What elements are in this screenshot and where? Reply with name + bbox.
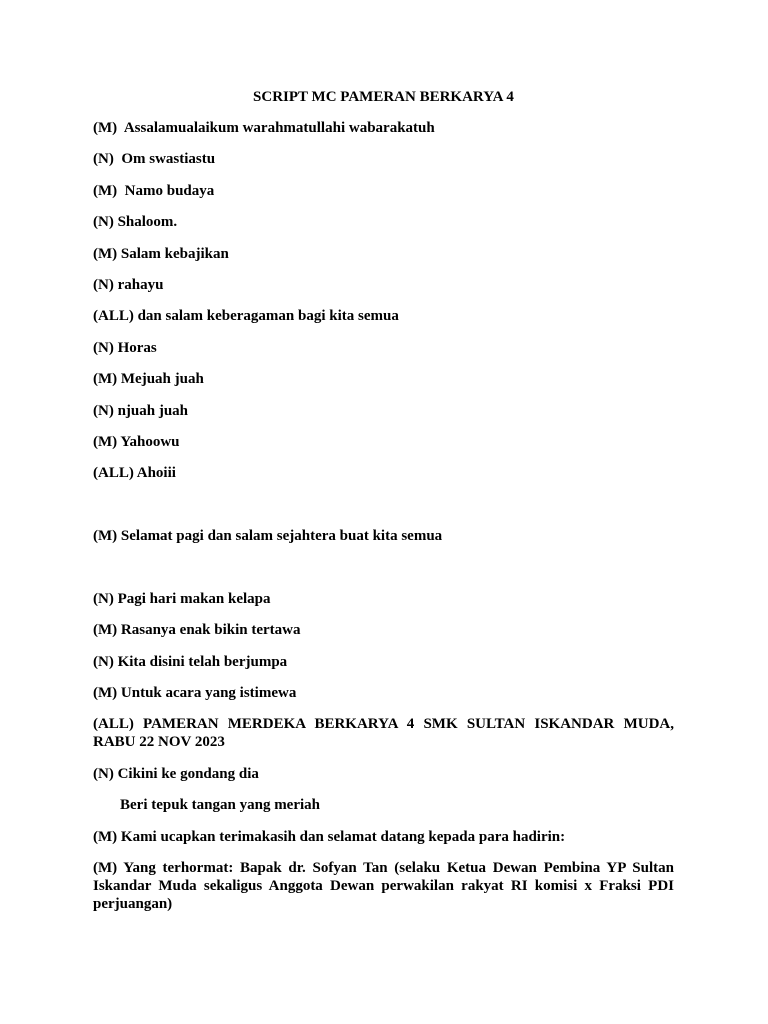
script-line: Beri tepuk tangan yang meriah — [120, 797, 321, 814]
blank-line — [93, 558, 674, 589]
script-line: (N) Horas — [93, 339, 157, 356]
script-line: (M) Salam kebajikan — [93, 245, 229, 262]
script-line: (M) Kami ucapkan terimakasih dan selamat datang kepada para hadirin: — [93, 828, 566, 845]
document-body — [93, 88, 678, 926]
script-line: (N) rahayu — [93, 276, 164, 293]
script-line: (N) Om swastiastu — [93, 151, 216, 168]
script-line: (N) Shaloom. — [93, 214, 178, 231]
script-line: (M) Yang terhormat: Bapak dr. Sofyan Tan (selaku Ketua Dewan Pembina YP Sultan Iskandar Muda sekaligus Anggota Dewan perwakilan rakyat RI komisi x Fraksi PDI perjuangan) — [93, 859, 678, 912]
script-line: (M) Namo budaya — [93, 182, 215, 199]
blank-line — [93, 496, 674, 527]
script-line: (M) Rasanya enak bikin tertawa — [93, 622, 301, 639]
script-line: (N) Kita disini telah berjumpa — [93, 653, 288, 670]
script-line: (M) Assalamualaikum warahmatullahi wabarakatuh — [93, 120, 435, 136]
script-line: (N) Cikini ke gondang dia — [93, 765, 259, 782]
script-line: (M) Untuk acara yang istimewa — [93, 685, 297, 702]
script-line: (M) Mejuah juah — [93, 371, 204, 388]
script-line: (M) Selamat pagi dan salam sejahtera buat kita semua — [93, 528, 443, 545]
script-line: (N) njuah juah — [93, 402, 189, 419]
script-line: (ALL) dan salam keberagaman bagi kita semua — [93, 308, 399, 325]
document-title: SCRIPT MC PAMERAN BERKARYA 4 — [253, 89, 514, 105]
script-line: (ALL) Ahoiii — [93, 465, 176, 482]
script-line: (M) Yahoowu — [93, 433, 180, 450]
script-line: (ALL) PAMERAN MERDEKA BERKARYA 4 SMK SULTAN ISKANDAR MUDA, RABU 22 NOV 2023 — [93, 716, 678, 751]
script-line: (N) Pagi hari makan kelapa — [93, 590, 271, 607]
